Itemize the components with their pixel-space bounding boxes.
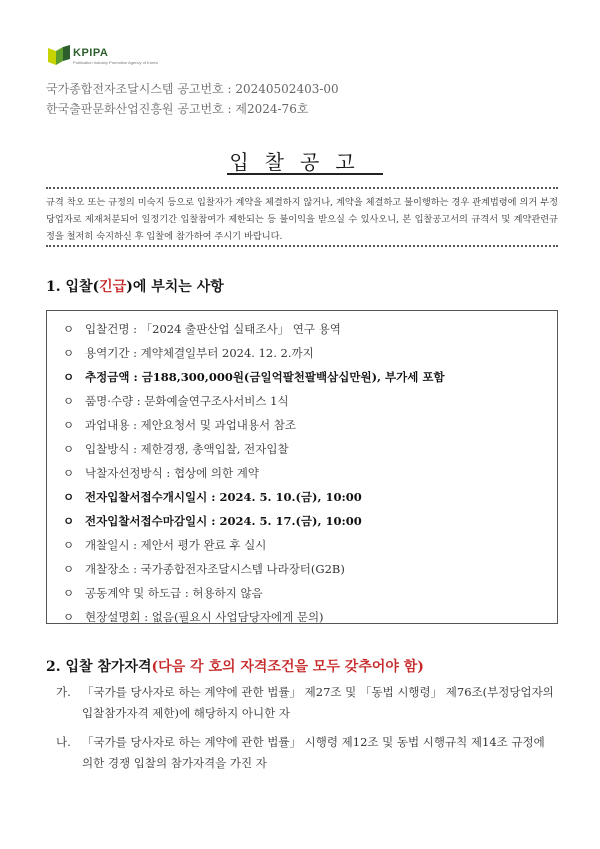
qualification-note: (다음 각 호의 자격조건을 모두 갖추어야 함) — [151, 659, 424, 675]
list-item-submission-start: ㅇ 전자입찰서접수개시일시 : 2024. 5. 10.(금), 10:00 — [63, 490, 362, 504]
bid-details-box — [46, 310, 558, 624]
g2b-notice-number: 국가종합전자조달시스템 공고번호 : 20240502403-00 — [46, 82, 339, 96]
title-underline — [227, 173, 383, 175]
logo-name: KPIPA — [73, 47, 109, 59]
list-item-task-content: ㅇ 과업내용 : 제안요청서 및 과업내용서 참조 — [63, 418, 297, 432]
item-marker: 나. — [56, 735, 71, 749]
kpipa-notice-number: 한국출판문화산업진흥원 공고번호 : 제2024-76호 — [46, 102, 309, 116]
dotted-divider-bottom — [46, 245, 558, 247]
list-item-bid-method: ㅇ 입찰방식 : 제한경쟁, 총액입찰, 전자입찰 — [63, 442, 289, 456]
section2-title: 2. 입찰 참가자격(다음 각 호의 자격조건을 모두 갖추어야 함) — [46, 659, 424, 675]
urgent-label: 긴급 — [99, 279, 127, 295]
item-text: 「국가를 당사자로 하는 계약에 관한 법률」 시행령 제12조 및 동법 시행규칙 제14조 규정에 의한 경쟁 입찰의 참가자격을 가진 자 — [82, 735, 545, 770]
logo-book-icon — [47, 44, 71, 66]
item-marker: 가. — [56, 685, 71, 699]
kpipa-logo — [47, 44, 167, 70]
list-item-opening-place: ㅇ 개찰장소 : 국가종합전자조달시스템 나라장터(G2B) — [63, 562, 345, 576]
list-item-bid-name: ㅇ 입찰건명 : 「2024 출판산업 실태조사」 연구 용역 — [63, 322, 341, 336]
list-item-opening-datetime: ㅇ 개찰일시 : 제안서 평가 완료 후 실시 — [63, 538, 267, 552]
item-text: 「국가를 당사자로 하는 계약에 관한 법률」 제27조 및 「동법 시행령」 제76조(부정당업자의 입찰참가자격 제한)에 해당하지 아니한 자 — [82, 685, 554, 720]
list-item-submission-deadline: ㅇ 전자입찰서접수마감일시 : 2024. 5. 17.(금), 10:00 — [63, 514, 362, 528]
list-item-winner-selection: ㅇ 낙찰자선정방식 : 협상에 의한 계약 — [63, 466, 260, 480]
logo-subtitle: Publication Industry Promotion Agency of Korea — [73, 60, 158, 65]
list-item-site-briefing: ㅇ 현장설명회 : 없음(필요시 사업담당자에게 문의) — [63, 610, 324, 624]
dotted-divider-top — [46, 187, 558, 189]
list-item-joint-contract: ㅇ 공동계약 및 하도급 : 허용하지 않음 — [63, 586, 263, 600]
qualification-item-na — [56, 732, 556, 774]
qualification-item-ga — [56, 682, 556, 724]
list-item-service-period: ㅇ 용역기간 : 계약체결일부터 2024. 12. 2.까지 — [63, 346, 314, 360]
intro-paragraph: 규격 착오 또는 규정의 미숙지 등으로 입찰자가 계약을 체결하지 않거나, 계약을 체결하고 불이행하는 경우 관계법령에 의거 부정당업자로 제재처분되어 일정기간 입찰참여가 제한되는 등 불이익을 받으실 수 있사오니, 본 입찰공고서의 규격서 및 계약관련규정을 철저히 숙지하신 후 입찰에 참가하여 주시기 바랍니다. — [46, 197, 558, 242]
page-title: 입찰공고 — [229, 150, 371, 174]
list-item-estimated-amount: ㅇ 추정금액 : 금188,300,000원(금일억팔천팔백삼십만원), 부가세 포함 — [63, 370, 445, 384]
section1-title: 1. 입찰(긴급)에 부치는 사항 — [46, 279, 224, 295]
list-item-product-quantity: ㅇ 품명·수량 : 문화예술연구조사서비스 1식 — [63, 394, 289, 408]
